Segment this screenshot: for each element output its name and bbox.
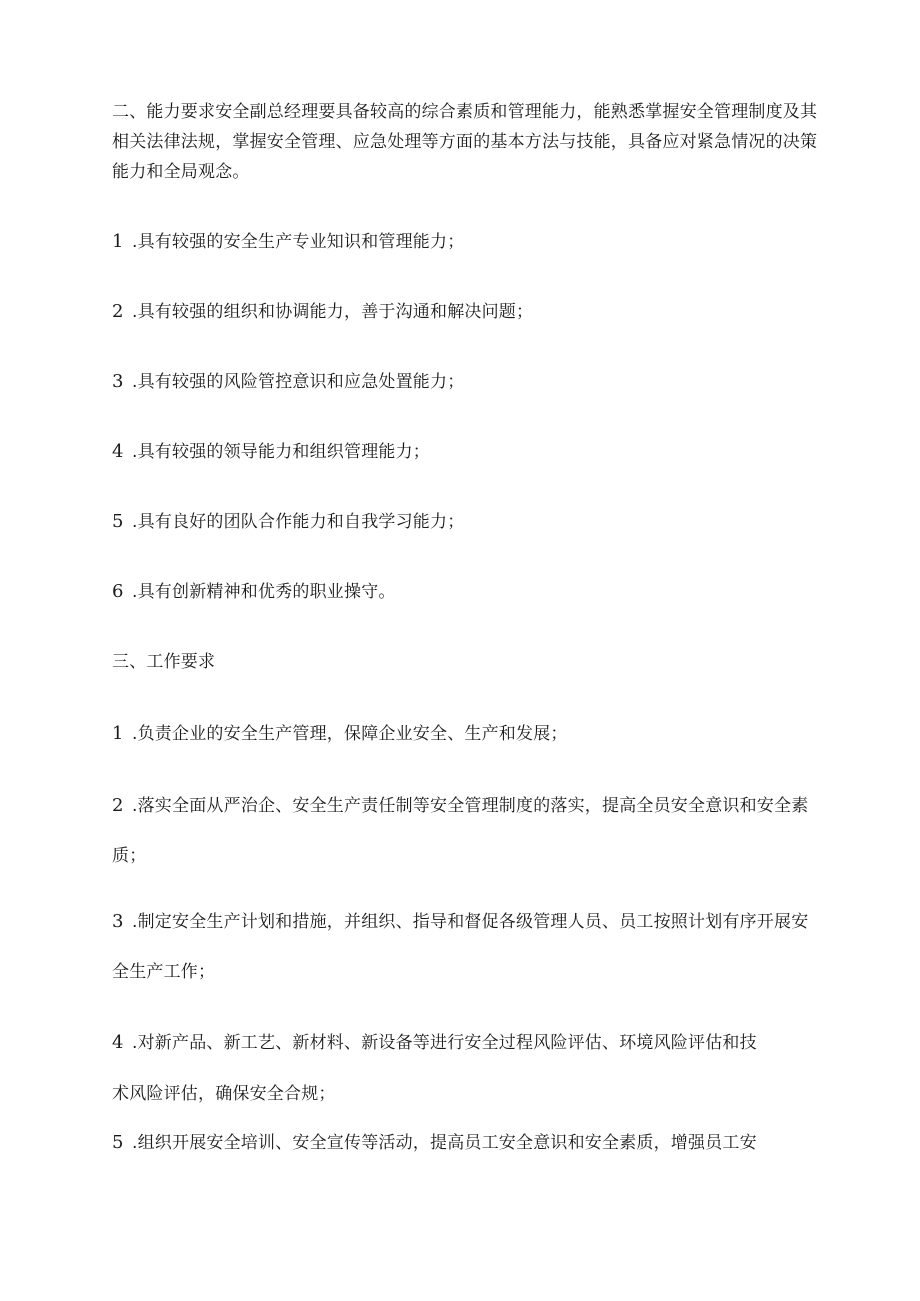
list-item bbox=[112, 1033, 757, 1053]
item-text: .具有较强的领导能力和组织管理能力； bbox=[132, 442, 431, 462]
item-number: 4 bbox=[112, 441, 124, 462]
section-heading: 三、工作要求 bbox=[112, 652, 216, 672]
item-text: .负责企业的安全生产管理，保障企业安全、生产和发展； bbox=[132, 724, 568, 744]
item-text: .具有创新精神和优秀的职业操守。 bbox=[132, 582, 396, 602]
item-number: 1 bbox=[112, 231, 124, 252]
list-item bbox=[112, 232, 464, 252]
item-number: 5 bbox=[112, 511, 124, 532]
intro-line-3: 能力和全局观念。 bbox=[112, 162, 250, 182]
list-item bbox=[112, 582, 396, 602]
intro-line-1: 二、能力要求安全副总经理要具备较高的综合素质和管理能力，能熟悉掌握安全管理制度及其 bbox=[112, 102, 818, 122]
list-item-continuation: 术风险评估，确保安全合规； bbox=[112, 1084, 336, 1104]
item-text: .制定安全生产计划和措施，并组织、指导和督促各级管理人员、员工按照计划有序开展安 bbox=[132, 912, 809, 932]
list-item-continuation: 全生产工作； bbox=[112, 962, 216, 982]
list-item bbox=[112, 724, 568, 744]
item-text: .具有较强的组织和协调能力，善于沟通和解决问题； bbox=[132, 302, 534, 322]
item-text: .具有良好的团队合作能力和自我学习能力； bbox=[132, 512, 465, 532]
item-number: 3 bbox=[112, 371, 124, 392]
list-item bbox=[112, 1133, 757, 1153]
list-item-continuation: 质； bbox=[112, 846, 147, 866]
item-number: 2 bbox=[112, 301, 124, 322]
item-number: 1 bbox=[112, 723, 124, 744]
item-number: 4 bbox=[112, 1032, 124, 1053]
item-text: .组织开展安全培训、安全宣传等活动，提高员工安全意识和安全素质，增强员工安 bbox=[132, 1133, 757, 1153]
list-item bbox=[112, 796, 808, 816]
list-item bbox=[112, 302, 533, 322]
item-text: .对新产品、新工艺、新材料、新设备等进行安全过程风险评估、环境风险评估和技 bbox=[132, 1033, 757, 1053]
list-item bbox=[112, 512, 464, 532]
list-item bbox=[112, 912, 808, 932]
item-number: 5 bbox=[112, 1132, 124, 1153]
item-text: .落实全面从严治企、安全生产责任制等安全管理制度的落实，提高全员安全意识和安全素 bbox=[132, 796, 809, 816]
intro-line-2: 相关法律法规，掌握安全管理、应急处理等方面的基本方法与技能，具备应对紧急情况的决策 bbox=[112, 132, 818, 152]
list-item bbox=[112, 442, 430, 462]
item-number: 6 bbox=[112, 581, 124, 602]
item-number: 3 bbox=[112, 911, 124, 932]
list-item bbox=[112, 372, 464, 392]
item-text: .具有较强的风险管控意识和应急处置能力； bbox=[132, 372, 465, 392]
item-number: 2 bbox=[112, 795, 124, 816]
item-text: .具有较强的安全生产专业知识和管理能力； bbox=[132, 232, 465, 252]
